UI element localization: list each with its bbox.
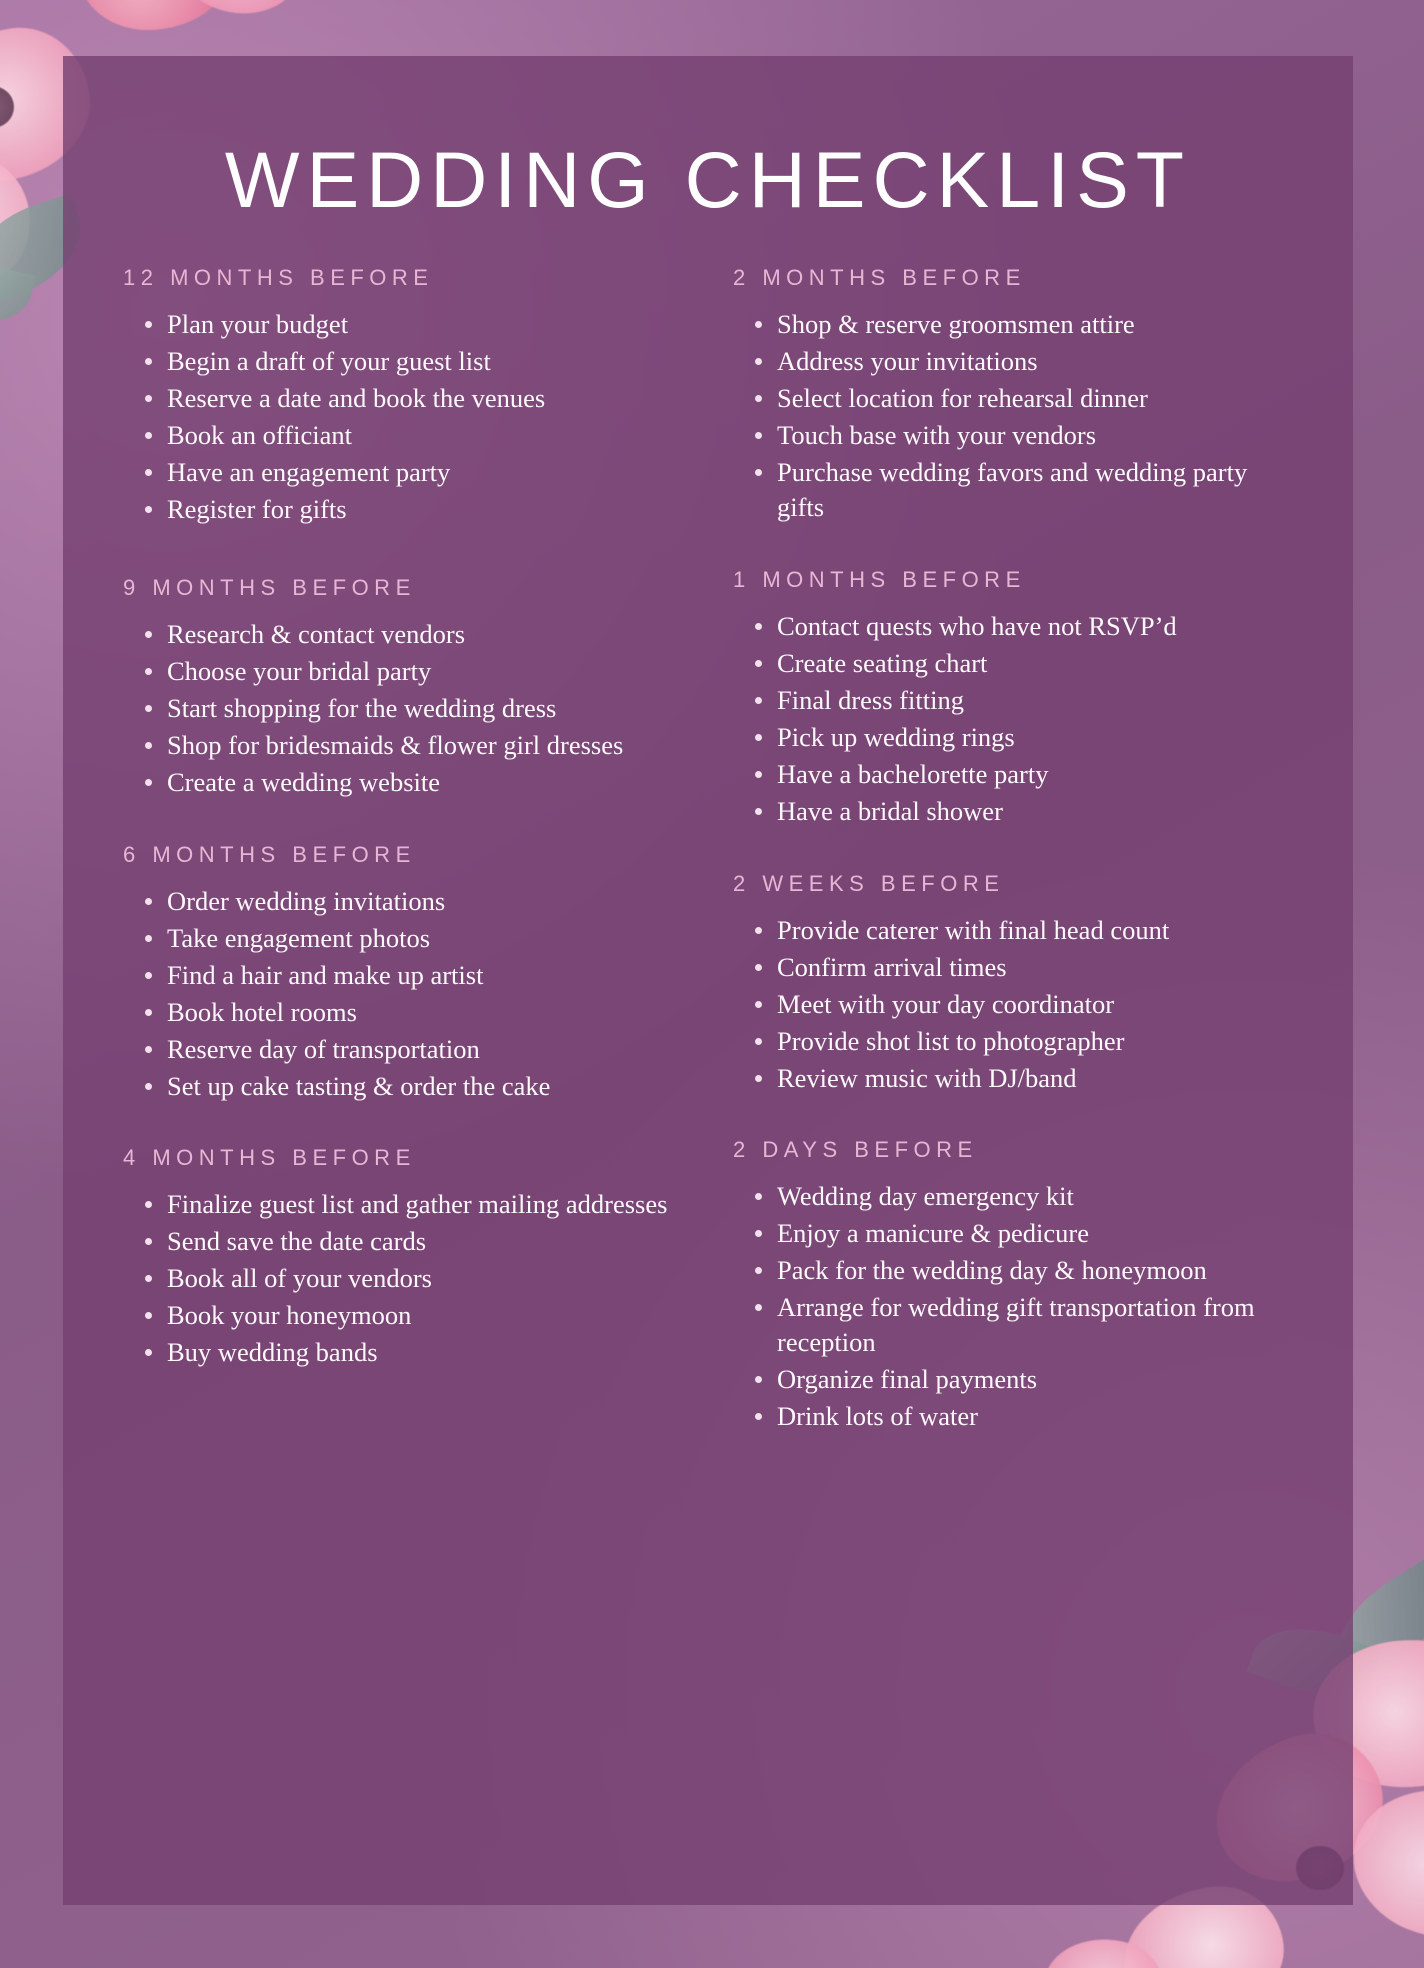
checklist-items <box>733 913 1293 1096</box>
checklist-section <box>123 575 683 800</box>
checklist-section <box>123 842 683 1104</box>
flower-petal <box>80 0 230 30</box>
list-item[interactable]: Contact quests who have not RSVP’d <box>755 609 1293 644</box>
checklist-section <box>733 265 1293 525</box>
checklist-items <box>733 609 1293 829</box>
flower-petal <box>157 0 325 35</box>
checklist-column-left <box>123 265 683 1476</box>
list-item[interactable]: Shop & reserve groomsmen attire <box>755 307 1293 342</box>
list-item[interactable]: Set up cake tasting & order the cake <box>145 1069 683 1104</box>
list-item[interactable]: Provide shot list to photographer <box>755 1024 1293 1059</box>
list-item[interactable]: Begin a draft of your guest list <box>145 344 683 379</box>
checklist-items <box>123 884 683 1104</box>
list-item[interactable]: Arrange for wedding gift transportation from reception <box>755 1290 1293 1360</box>
section-heading: 2 MONTHS BEFORE <box>733 265 1026 290</box>
checklist-items <box>123 307 683 527</box>
checklist-section <box>733 567 1293 829</box>
list-item[interactable]: Pick up wedding rings <box>755 720 1293 755</box>
flower-petal <box>0 129 48 312</box>
list-item[interactable]: Book an officiant <box>145 418 683 453</box>
section-heading: 12 MONTHS BEFORE <box>123 265 434 290</box>
checklist-items <box>733 1179 1293 1434</box>
list-item[interactable]: Address your invitations <box>755 344 1293 379</box>
list-item[interactable]: Final dress fitting <box>755 683 1293 718</box>
checklist-section <box>123 265 683 527</box>
list-item[interactable]: Register for gifts <box>145 492 683 527</box>
checklist-column-right <box>733 265 1293 1476</box>
list-item[interactable]: Start shopping for the wedding dress <box>145 691 683 726</box>
list-item[interactable]: Confirm arrival times <box>755 950 1293 985</box>
list-item[interactable]: Reserve day of transportation <box>145 1032 683 1067</box>
list-item[interactable]: Choose your bridal party <box>145 654 683 689</box>
list-item[interactable]: Finalize guest list and gather mailing addresses <box>145 1187 683 1222</box>
list-item[interactable]: Take engagement photos <box>145 921 683 956</box>
list-item[interactable]: Touch base with your vendors <box>755 418 1293 453</box>
flower-petal <box>0 0 150 14</box>
list-item[interactable]: Enjoy a manicure & pedicure <box>755 1216 1293 1251</box>
list-item[interactable]: Have a bachelorette party <box>755 757 1293 792</box>
list-item[interactable]: Buy wedding bands <box>145 1335 683 1370</box>
checklist-card <box>63 56 1353 1905</box>
section-heading: 6 MONTHS BEFORE <box>123 841 416 867</box>
flower-center <box>0 86 14 128</box>
list-item[interactable]: Provide caterer with final head count <box>755 913 1293 948</box>
list-item[interactable]: Pack for the wedding day & honeymoon <box>755 1253 1293 1288</box>
list-item[interactable]: Book your honeymoon <box>145 1298 683 1333</box>
checklist-items <box>123 617 683 800</box>
list-item[interactable]: Create a wedding website <box>145 765 683 800</box>
leaf-decoration <box>0 250 36 339</box>
flower-petal <box>1033 1923 1176 1968</box>
list-item[interactable]: Review music with DJ/band <box>755 1061 1293 1096</box>
page-title: WEDDING CHECKLIST <box>224 135 1192 224</box>
checklist-section <box>123 1145 683 1370</box>
list-item[interactable]: Shop for bridesmaids & flower girl dresses <box>145 728 683 763</box>
list-item[interactable]: Wedding day emergency kit <box>755 1179 1293 1214</box>
list-item[interactable]: Have a bridal shower <box>755 794 1293 829</box>
list-item[interactable]: Plan your budget <box>145 307 683 342</box>
section-heading: 2 WEEKS BEFORE <box>733 870 1005 896</box>
checklist-columns <box>123 265 1293 1476</box>
list-item[interactable]: Send save the date cards <box>145 1224 683 1259</box>
list-item[interactable]: Find a hair and make up artist <box>145 958 683 993</box>
list-item[interactable]: Drink lots of water <box>755 1399 1293 1434</box>
section-heading: 4 MONTHS BEFORE <box>123 1145 416 1171</box>
list-item[interactable]: Select location for rehearsal dinner <box>755 381 1293 416</box>
list-item[interactable]: Purchase wedding favors and wedding party gifts <box>755 455 1293 525</box>
list-item[interactable]: Reserve a date and book the venues <box>145 381 683 416</box>
section-heading: 1 MONTHS BEFORE <box>733 566 1026 592</box>
list-item[interactable]: Book all of your vendors <box>145 1261 683 1296</box>
list-item[interactable]: Book hotel rooms <box>145 995 683 1030</box>
list-item[interactable]: Research & contact vendors <box>145 617 683 652</box>
list-item[interactable]: Order wedding invitations <box>145 884 683 919</box>
checklist-items <box>123 1187 683 1370</box>
list-item[interactable]: Have an engagement party <box>145 455 683 490</box>
section-heading: 9 MONTHS BEFORE <box>123 574 416 600</box>
list-item[interactable]: Meet with your day coordinator <box>755 987 1293 1022</box>
checklist-section <box>733 871 1293 1096</box>
checklist-section <box>733 1137 1293 1434</box>
checklist-items <box>733 307 1293 525</box>
list-item[interactable]: Organize final payments <box>755 1362 1293 1397</box>
list-item[interactable]: Create seating chart <box>755 646 1293 681</box>
section-heading: 2 DAYS BEFORE <box>733 1137 978 1163</box>
